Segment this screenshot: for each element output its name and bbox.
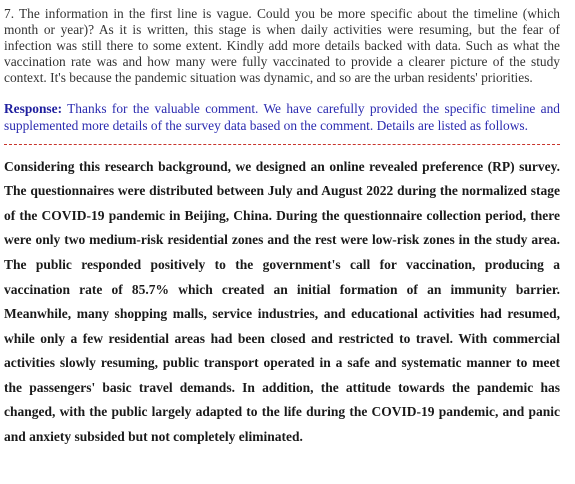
author-response (4, 100, 560, 134)
document-page (4, 0, 560, 450)
reviewer-comment: 7. The information in the first line is vague. Could you be more specific about the timeline (which month or year)? As it is written, this stage is when daily activities were resuming, but the fear of infection was still there to some extent. Kindly add more details backed with data. Such as what the vaccination rate was and how many were fully vaccinated to provide a clearer picture of the study context. It's because the pandemic situation was dynamic, and so are the urban residents' priorities. (4, 6, 560, 85)
section-divider (4, 144, 560, 145)
response-text: Thanks for the valuable comment. We have carefully provided the specific timeline and supplemented more details of the survey data based on the comment. Details are listed as follows. (4, 100, 560, 133)
response-label: Response: (4, 100, 63, 116)
revised-manuscript-text: Considering this research background, we designed an online revealed preference (RP) survey. The questionnaires were distributed between July and August 2022 during the normalized stage of the COVID-19 pandemic in Beijing, China. During the questionnaire collection period, there were only two medium-risk residential zones and the rest were low-risk zones in the study area. The public responded positively to the government's call for vaccination, producing a vaccination rate of 85.7% which created an initial formation of an immunity barrier. Meanwhile, many shopping malls, service industries, and educational activities had resumed, while only a few residential areas had been closed and restricted to travel. With commercial activities slowly resuming, public transport operated in a safe and systematic manner to meet the passengers' basic travel demands. In addition, the attitude towards the pandemic has changed, with the public largely adapted to the life during the COVID-19 pandemic, and panic and anxiety subsided but not completely eliminated. (4, 158, 560, 445)
